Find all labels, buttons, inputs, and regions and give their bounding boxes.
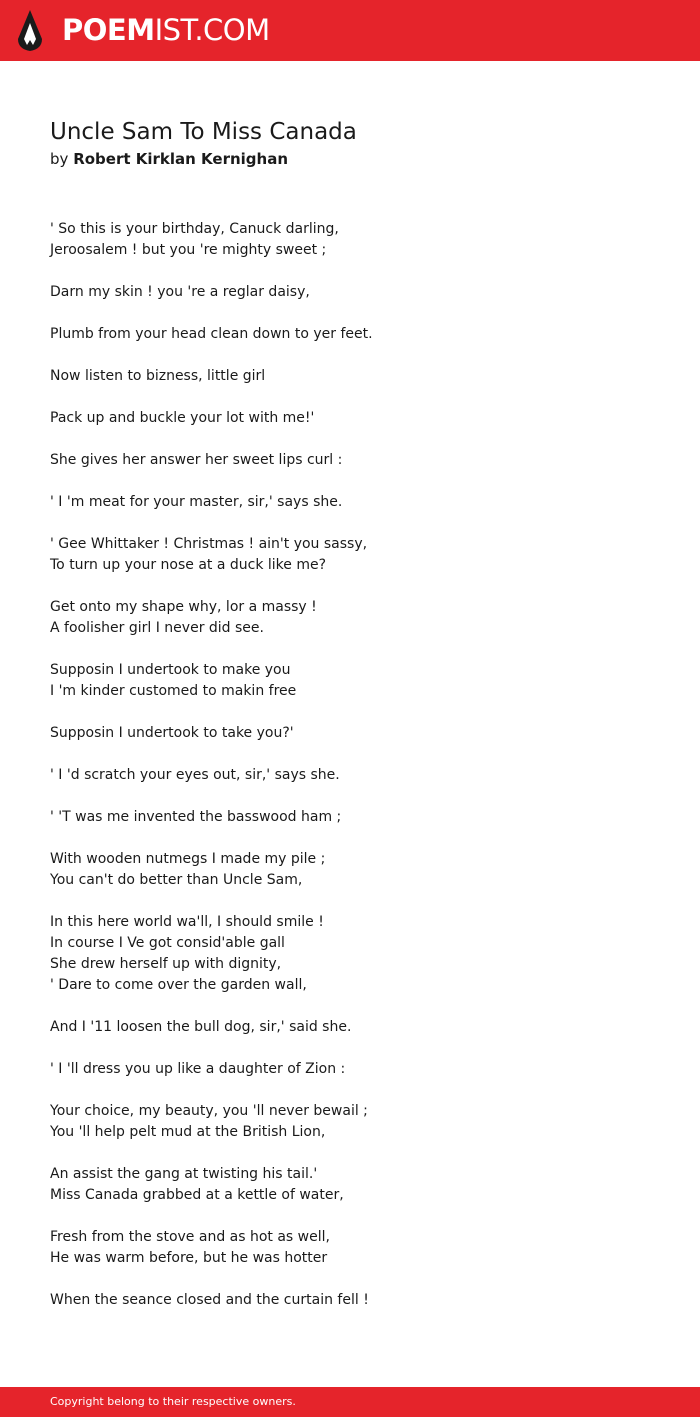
stanza [50, 282, 670, 303]
poem-line: I 'm kinder customed to makin free [50, 683, 297, 699]
stanza [50, 660, 670, 702]
poem-line: Supposin I undertook to make you [50, 662, 291, 678]
stanza [50, 366, 670, 387]
poem-line: Jeroosalem ! but you 're mighty sweet ; [50, 242, 327, 258]
poem-line: A foolisher girl I never did see. [50, 620, 264, 636]
stanza [50, 1227, 670, 1269]
copyright-text: Copyright belong to their respective owners. [50, 1395, 296, 1408]
poem-line: With wooden nutmegs I made my pile ; [50, 851, 326, 867]
brand-bold: POEM [62, 13, 155, 47]
byline [50, 148, 288, 170]
stanza [50, 849, 670, 891]
poem-line: ' I 'm meat for your master, sir,' says she. [50, 494, 343, 510]
poem-line: You 'll help pelt mud at the British Lion, [50, 1124, 326, 1140]
poem-line: Fresh from the stove and as hot as well, [50, 1229, 330, 1245]
stanza [50, 1101, 670, 1143]
poem-line: Pack up and buckle your lot with me!' [50, 410, 315, 426]
poem-line: ' I 'll dress you up like a daughter of Zion : [50, 1061, 346, 1077]
site-footer [0, 1387, 700, 1417]
poem-line: An assist the gang at twisting his tail.' [50, 1166, 318, 1182]
stanza [50, 324, 670, 345]
pencil-tip-icon[interactable] [16, 9, 44, 53]
stanza [50, 408, 670, 429]
stanza [50, 492, 670, 513]
poem-line: She gives her answer her sweet lips curl : [50, 452, 343, 468]
poem-line: Supposin I undertook to take you?' [50, 725, 294, 741]
poem-line: She drew herself up with dignity, [50, 956, 282, 972]
poem-line: In this here world wa'll, I should smile ! [50, 914, 324, 930]
stanza [50, 723, 670, 744]
stanza [50, 807, 670, 828]
stanza [50, 912, 670, 996]
poem-line: Now listen to bizness, little girl [50, 368, 266, 384]
author-name: Robert Kirklan Kernighan [73, 150, 289, 168]
stanza [50, 765, 670, 786]
poem-line: Your choice, my beauty, you 'll never bewail ; [50, 1103, 368, 1119]
by-label: by [50, 150, 69, 168]
stanza [50, 1059, 670, 1080]
poem-body [50, 219, 670, 1332]
poem-line: ' I 'd scratch your eyes out, sir,' says she. [50, 767, 340, 783]
poem-line: ' So this is your birthday, Canuck darling, [50, 221, 339, 237]
poem-line: He was warm before, but he was hotter [50, 1250, 328, 1266]
site-logo-text[interactable] [62, 12, 270, 48]
brand-light: IST.COM [154, 13, 270, 47]
poem-line: You can't do better than Uncle Sam, [50, 872, 303, 888]
poem-line: Darn my skin ! you 're a reglar daisy, [50, 284, 310, 300]
stanza [50, 1290, 670, 1311]
poem-line: Plumb from your head clean down to yer feet. [50, 326, 373, 342]
poem-line: Get onto my shape why, lor a massy ! [50, 599, 317, 615]
stanza [50, 450, 670, 471]
stanza [50, 534, 670, 576]
poem-line: To turn up your nose at a duck like me? [50, 557, 327, 573]
site-header [0, 0, 700, 61]
stanza [50, 1164, 670, 1206]
stanza [50, 219, 670, 261]
stanza [50, 1017, 670, 1038]
poem-line: ' 'T was me invented the basswood ham ; [50, 809, 342, 825]
poem-title: Uncle Sam To Miss Canada [50, 119, 357, 145]
poem-line: Miss Canada grabbed at a kettle of water, [50, 1187, 344, 1203]
poem-line: ' Gee Whittaker ! Christmas ! ain't you sassy, [50, 536, 368, 552]
stanza [50, 597, 670, 639]
poem-line: When the seance closed and the curtain fell ! [50, 1292, 369, 1308]
poem-line: And I '11 loosen the bull dog, sir,' said she. [50, 1019, 352, 1035]
poem-line: ' Dare to come over the garden wall, [50, 977, 307, 993]
poem-line: In course I Ve got consid'able gall [50, 935, 285, 951]
